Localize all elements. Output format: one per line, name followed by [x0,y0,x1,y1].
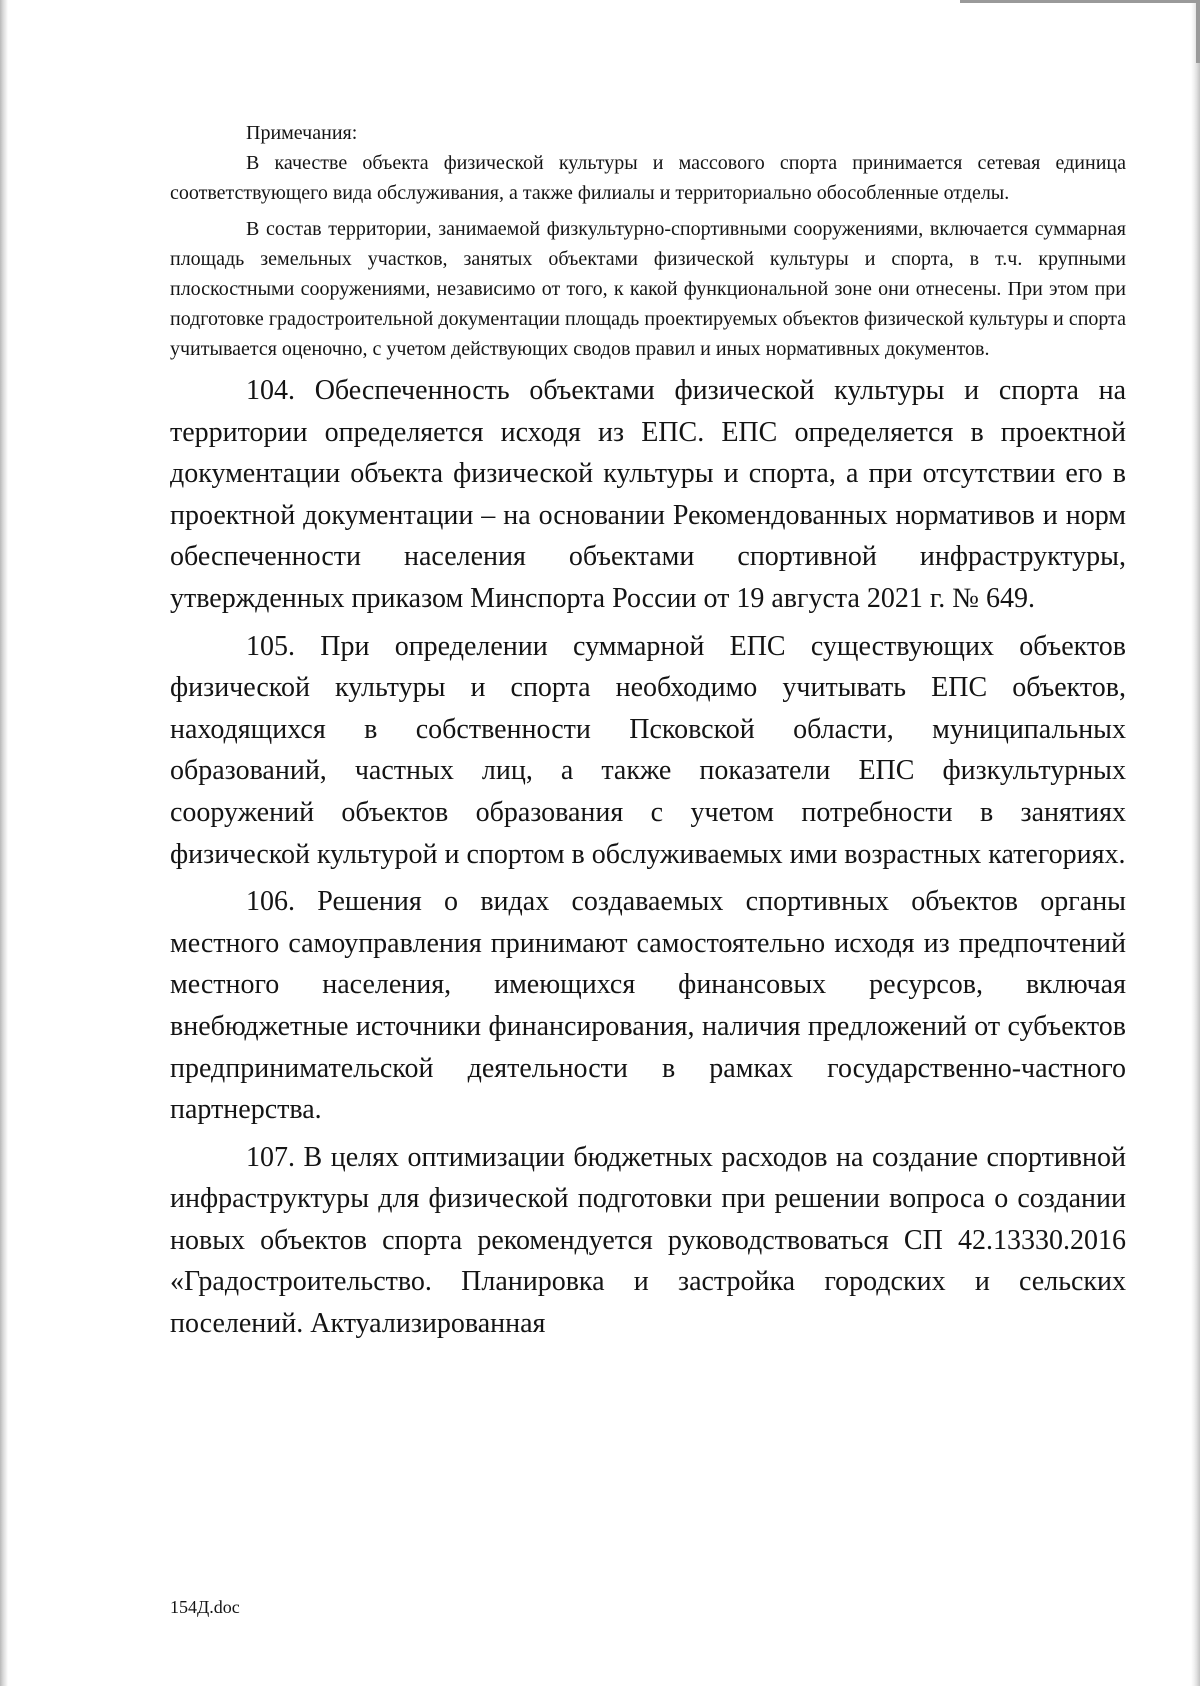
scan-edge-left [0,0,8,1686]
file-name-footer: 154Д.doc [170,1597,240,1617]
notes-title: Примечания: [246,122,358,144]
scan-edge-top [960,0,1200,3]
paragraph-105: 105. При определении суммарной ЕПС существующих объектов физической культуры и спорта необходимо учитывать ЕПС объектов, находящихся в собственности Псковской области, муниципальных образований, частных лиц, а также показатели ЕПС физкультурных сооружений объектов образования с учетом потребности в занятиях физической культурой и спортом в обслуживаемых ими возрастных категориях. [170,630,1126,870]
scan-edge-right [1191,0,1200,1686]
paragraph-107: 107. В целях оптимизации бюджетных расходов на создание спортивной инфраструктуры для физической подготовки при решении вопроса о создании новых объектов спорта рекомендуется руководствоваться СП 42.13330.2016 «Градостроительство. Планировка и застройка городских и сельских поселений. Актуализированная [170,1141,1126,1340]
scan-edge-corner [1196,3,1200,63]
document-body [170,118,1126,1345]
note-item: В состав территории, занимаемой физкультурно-спортивными сооружениями, включается суммарная площадь земельных участков, занятых объектами физической культуры и спорта, в т.ч. крупными плоскостными сооружениями, независимо от того, к какой функциональной зоне они отнесены. При этом при подготовке градостроительной документации площадь проектируемых объектов физической культуры и спорта учитывается оценочно, с учетом действующих сводов правил и иных нормативных документов. [170,218,1126,360]
page-number-container [0,77,1200,98]
paragraph-106: 106. Решения о видах создаваемых спортивных объектов органы местного самоуправления принимают самостоятельно исходя из предпочтений местного населения, имеющихся финансовых ресурсов, включая внебюджетные источники финансирования, наличия предложений от субъектов предпринимательской деятельности в рамках государственно-частного партнерства. [170,886,1126,1126]
note-item: В качестве объекта физической культуры и массового спорта принимается сетевая единица соответствующего вида обслуживания, а также филиалы и территориально обособленные отделы. [170,152,1126,204]
paragraph-104: 104. Обеспеченность объектами физической культуры и спорта на территории определяется исходя из ЕПС. ЕПС определяется в проектной документации объекта физической культуры и спорта, а при отсутствии его в проектной документации – на основании Рекомендованных нормативов и норм обеспеченности населения объектами спортивной инфраструктуры, утвержденных приказом Минспорта России от 19 августа 2021 г. № 649. [170,375,1126,614]
notes-block [170,118,1126,364]
